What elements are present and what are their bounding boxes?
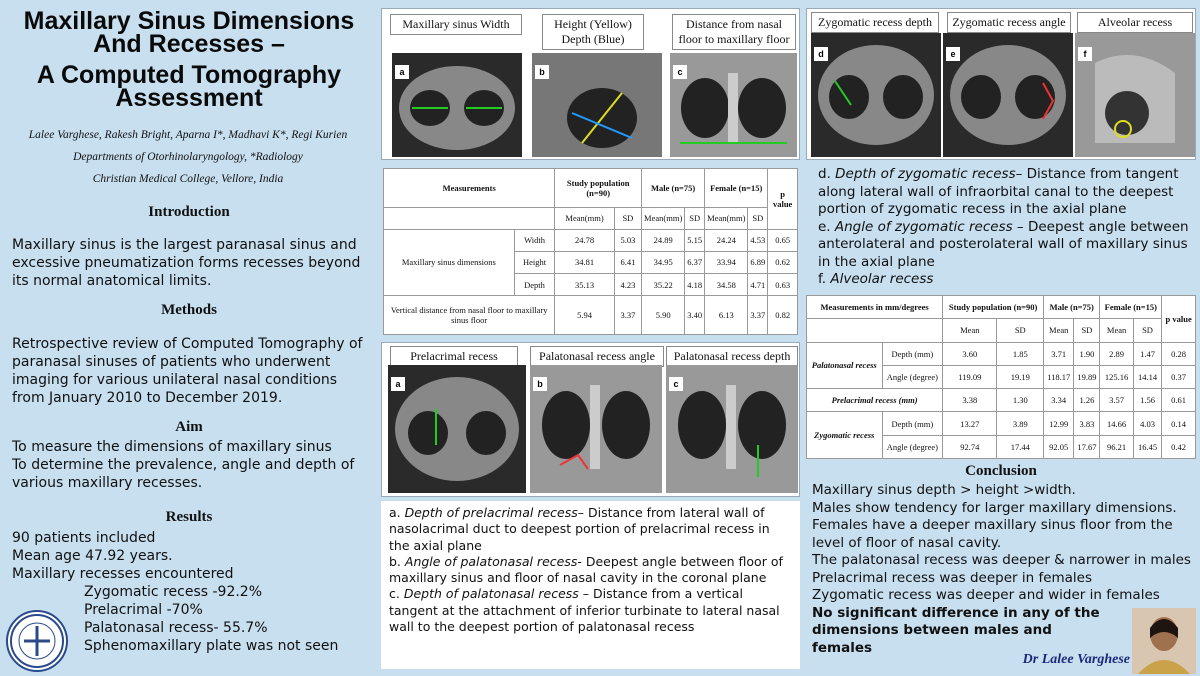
figure-zygomatic-alveolar bbox=[806, 8, 1196, 160]
figure-label: d bbox=[814, 47, 828, 61]
caption-height-depth: Height (Yellow) Depth (Blue) bbox=[542, 14, 644, 50]
figure-label: b bbox=[535, 65, 549, 79]
definition-f: f. Alveolar recess bbox=[818, 271, 934, 287]
results-item: Prelacrimal -70% bbox=[84, 602, 203, 618]
poster-title: Maxillary Sinus Dimensions And Recesses – A Computed Tomography Assessment bbox=[23, 7, 355, 112]
ct-image-height-depth bbox=[532, 53, 662, 157]
departments: Departments of Otorhinolaryngology, *Radiology bbox=[73, 151, 303, 163]
conclusion-bold-line: No significant difference in any of the dimensions between males and females bbox=[812, 604, 1100, 656]
caption-zygomatic-depth: Zygomatic recess depth bbox=[811, 12, 939, 33]
table-row: Maxillary sinus dimensions Width 24.78 5.03 24.89 5.15 24.24 4.53 0.65 bbox=[384, 229, 798, 251]
conclusion-line: Zygomatic recess was deeper and wider in females bbox=[812, 587, 1160, 603]
table-row: Angle (degree) 92.74 17.44 92.05 17.67 96.21 16.45 0.42 bbox=[807, 435, 1196, 458]
author-block bbox=[4, 124, 372, 190]
table-row: Depth 35.13 4.23 35.22 4.18 34.58 4.71 0.63 bbox=[384, 274, 798, 296]
recess-definitions bbox=[381, 501, 800, 669]
institution: Christian Medical College, Vellore, India bbox=[92, 173, 284, 185]
presenter-name: Dr Lalee Varghese bbox=[1022, 652, 1130, 667]
caption-zygomatic-angle: Zygomatic recess angle bbox=[947, 12, 1071, 33]
table-row: Height 34.81 6.41 34.95 6.37 33.94 6.89 0.62 bbox=[384, 251, 798, 273]
conclusion-line: Maxillary sinus depth > height >width. bbox=[812, 482, 1076, 498]
aim-text: To measure the dimensions of maxillary sinus To determine the prevalence, angle and depth of various maxillary recesses. bbox=[12, 439, 355, 491]
introduction-text: Maxillary sinus is the largest paranasal sinus and excessive pneumatization forms recesses beyond its normal anatomical limits. bbox=[12, 237, 361, 289]
ct-image-zygomatic-angle bbox=[943, 33, 1073, 157]
table-row: Vertical distance from nasal floor to maxillary sinus floor 5.94 3.37 5.90 3.40 6.13 3.37 0.82 bbox=[384, 296, 798, 335]
caption-palatonasal-angle: Palatonasal recess angle bbox=[530, 346, 664, 367]
figure-label: b bbox=[533, 377, 547, 391]
definition-a: a. Depth of prelacrimal recess– Distance from lateral wall of nasolacrimal duct to deepest portion of prelacrimal recess in the axial plane bbox=[389, 505, 770, 553]
figure-label: a bbox=[391, 377, 405, 391]
methods-text: Retrospective review of Computed Tomography of paranasal sinuses of patients who underwent imaging for various unilateral nasal conditions from January 2010 to December 2019. bbox=[12, 336, 363, 406]
conclusion-line: The palatonasal recess was deeper & narrower in males bbox=[812, 552, 1191, 568]
ct-image-alveolar bbox=[1075, 33, 1195, 157]
figure-recesses bbox=[381, 342, 800, 497]
table-row: Zygomatic recess Depth (mm) 13.27 3.89 12.99 3.83 14.66 4.03 0.14 bbox=[807, 412, 1196, 435]
introduction-heading: Introduction bbox=[148, 204, 230, 220]
results-item: Palatonasal recess- 55.7% bbox=[84, 620, 268, 636]
ct-image-prelacrimal bbox=[388, 365, 526, 493]
caption-nasal-floor: Distance from nasal floor to maxillary floor bbox=[672, 14, 796, 50]
definition-b: b. Angle of palatonasal recess- Deepest angle between floor of maxillary sinus and floor of nasal cavity in the coronal plane bbox=[389, 553, 783, 586]
ct-image-palatonasal-angle bbox=[530, 365, 662, 493]
ct-image-palatonasal-depth bbox=[666, 365, 798, 493]
results-item: Sphenomaxillary plate was not seen bbox=[84, 638, 339, 654]
definition-c: c. Depth of palatonasal recess – Distance from a vertical tangent at the attachment of inferior turbinate to lateral nasal wall to the deepest portion of palatonasal recess bbox=[389, 586, 780, 635]
figure-label: c bbox=[673, 65, 687, 79]
college-logo bbox=[6, 610, 68, 672]
figure-sinus-dimensions bbox=[381, 8, 800, 160]
results-text: 90 patients included Mean age 47.92 years. Maxillary recesses encountered Zygomatic recess -92.2% Prelacrimal -70% Palatonasal recess- 55.7% Sphenomaxillary plate was not seen bbox=[12, 529, 372, 655]
caption-alveolar: Alveolar recess bbox=[1077, 12, 1193, 33]
table-row: Palatonasal recess Depth (mm) 3.60 1.85 3.71 1.90 2.89 1.47 0.28 bbox=[807, 342, 1196, 365]
ct-image-zygomatic-depth bbox=[811, 33, 941, 157]
figure-label: f bbox=[1078, 47, 1092, 61]
conclusion-line: Prelacrimal recess was deeper in females bbox=[812, 569, 1093, 586]
definition-e: e. Angle of zygomatic recess – Deepest angle between anterolateral and posterolateral wall of maxillary sinus in the axial plane bbox=[818, 218, 1189, 270]
caption-palatonasal-depth: Palatonasal recess depth bbox=[666, 346, 798, 367]
author-names: Lalee Varghese, Rakesh Bright, Aparna I*, Madhavi K*, Regi Kurien bbox=[28, 129, 348, 141]
methods-heading: Methods bbox=[161, 302, 217, 318]
ct-image-width bbox=[392, 53, 522, 157]
definition-d: d. Depth of zygomatic recess– Distance from tangent along lateral wall of infraorbital canal to the deepest portion of zygomatic recess in the axial plane bbox=[818, 166, 1179, 217]
table-row: Angle (degree) 119.09 19.19 118.17 19.89 125.16 14.14 0.37 bbox=[807, 365, 1196, 388]
table-sinus-dimensions: Measurements Study population (n=90) Male (n=75) Female (n=15) p value Mean(mm) SD Mean(mm) SD Mean(mm) SD Maxillary sinus dimensions Width 24.78 5.03 24.89 5.15 24.24 4.53 0.65 Height 34.81 6.41 34.95 6.37 33.94 6.89 0.62 Depth 35.13 4.23 35.22 4.18 34.58 4.71 0.63 Vertical distance from nasal floor to maxillary sinus floor 5.94 3.37 5.90 3.40 6.13 3.37 0.82 bbox=[383, 168, 798, 335]
figure-label: e bbox=[946, 47, 960, 61]
zygomatic-definitions bbox=[818, 166, 1194, 289]
presenter-photo bbox=[1132, 608, 1196, 674]
aim-heading: Aim bbox=[175, 419, 203, 435]
caption-width: Maxillary sinus Width bbox=[390, 14, 522, 35]
table-row: Prelacrimal recess (mm) 3.38 1.30 3.34 1.26 3.57 1.56 0.61 bbox=[807, 389, 1196, 412]
figure-label: a bbox=[395, 65, 409, 79]
caption-prelacrimal: Prelacrimal recess bbox=[390, 346, 518, 367]
conclusion-heading: Conclusion bbox=[965, 463, 1037, 479]
conclusion-line: Females have a deeper maxillary sinus floor from the level of floor of nasal cavity. bbox=[812, 517, 1173, 551]
table-recesses: Measurements in mm/degrees Study population (n=90) Male (n=75) Female (n=15) p value Mean SD Mean SD Mean SD Palatonasal recess Depth (mm) 3.60 1.85 3.71 1.90 2.89 1.47 0.28 Angle (degree) 119.09 19.19 118.17 19.89 125.16 14.14 0.37 Prelacrimal recess (mm) 3.38 1.30 3.34 1.26 3.57 1.56 0.61 Zygomatic recess Depth (mm) 13.27 3.89 12.99 3.83 14.66 4.03 0.14 Angle (degree) 92.74 17.44 92.05 17.67 96.21 16.45 0.42 bbox=[806, 295, 1196, 459]
ct-image-nasal-floor bbox=[670, 53, 797, 157]
results-heading: Results bbox=[165, 509, 213, 525]
conclusion-line: Males show tendency for larger maxillary dimensions. bbox=[812, 499, 1177, 516]
results-item: Zygomatic recess -92.2% bbox=[84, 584, 263, 600]
figure-label: c bbox=[669, 377, 683, 391]
